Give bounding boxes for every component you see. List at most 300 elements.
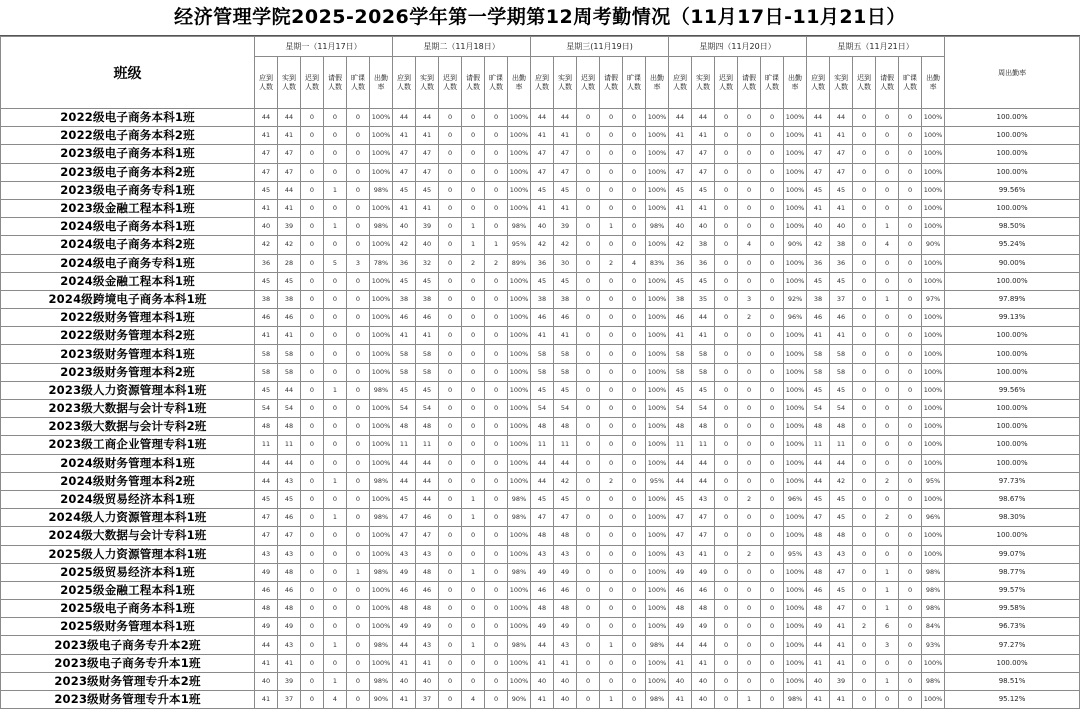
data-cell: 100% xyxy=(508,400,531,418)
data-cell: 100% xyxy=(370,454,393,472)
data-cell: 0 xyxy=(485,472,508,490)
data-cell: 48 xyxy=(554,600,577,618)
data-cell: 0 xyxy=(761,618,784,636)
data-cell: 0 xyxy=(347,581,370,599)
data-cell: 47 xyxy=(669,527,692,545)
data-cell: 41 xyxy=(416,654,439,672)
data-cell: 100% xyxy=(508,163,531,181)
data-cell: 90% xyxy=(922,236,945,254)
data-cell: 100% xyxy=(646,381,669,399)
data-cell: 96% xyxy=(784,309,807,327)
data-cell: 100% xyxy=(508,181,531,199)
data-cell: 0 xyxy=(577,327,600,345)
data-cell: 0 xyxy=(439,218,462,236)
data-cell: 0 xyxy=(439,545,462,563)
data-cell: 0 xyxy=(899,490,922,508)
data-cell: 0 xyxy=(485,527,508,545)
data-cell: 0 xyxy=(301,472,324,490)
data-cell: 100% xyxy=(370,236,393,254)
data-cell: 0 xyxy=(623,309,646,327)
class-name-cell: 2023级电子商务专升本2班 xyxy=(1,636,255,654)
data-cell: 100% xyxy=(922,691,945,709)
data-cell: 0 xyxy=(577,509,600,527)
data-cell: 38 xyxy=(807,290,830,308)
class-name-cell: 2023级财务管理本科2班 xyxy=(1,363,255,381)
data-cell: 0 xyxy=(623,600,646,618)
data-cell: 38 xyxy=(830,236,853,254)
data-cell: 98% xyxy=(370,563,393,581)
data-cell: 89% xyxy=(508,254,531,272)
data-cell: 0 xyxy=(876,527,899,545)
table-row xyxy=(1,400,1080,418)
table-row xyxy=(1,527,1080,545)
data-cell: 0 xyxy=(715,600,738,618)
data-cell: 100% xyxy=(508,363,531,381)
data-cell: 47 xyxy=(393,527,416,545)
data-cell: 45 xyxy=(531,490,554,508)
data-cell: 0 xyxy=(577,545,600,563)
data-cell: 0 xyxy=(324,436,347,454)
data-cell: 39 xyxy=(278,218,301,236)
weekly-rate-cell: 100.00% xyxy=(945,327,1080,345)
data-cell: 48 xyxy=(830,418,853,436)
weekly-rate-cell: 100.00% xyxy=(945,527,1080,545)
data-cell: 100% xyxy=(508,381,531,399)
data-cell: 0 xyxy=(876,272,899,290)
data-cell: 58 xyxy=(255,363,278,381)
data-cell: 0 xyxy=(439,581,462,599)
data-cell: 0 xyxy=(623,654,646,672)
data-cell: 0 xyxy=(301,327,324,345)
data-cell: 0 xyxy=(324,490,347,508)
data-cell: 100% xyxy=(370,127,393,145)
data-cell: 0 xyxy=(301,672,324,690)
data-cell: 0 xyxy=(347,636,370,654)
data-cell: 47 xyxy=(669,163,692,181)
data-cell: 98% xyxy=(370,472,393,490)
data-cell: 47 xyxy=(531,145,554,163)
data-cell: 0 xyxy=(853,436,876,454)
data-cell: 0 xyxy=(462,199,485,217)
data-cell: 100% xyxy=(784,672,807,690)
weekly-rate-cell: 100.00% xyxy=(945,454,1080,472)
data-cell: 45 xyxy=(669,381,692,399)
data-cell: 0 xyxy=(462,127,485,145)
data-cell: 0 xyxy=(600,600,623,618)
table-row xyxy=(1,418,1080,436)
data-cell: 47 xyxy=(830,163,853,181)
data-cell: 0 xyxy=(485,454,508,472)
data-cell: 100% xyxy=(922,254,945,272)
data-cell: 100% xyxy=(508,345,531,363)
data-cell: 44 xyxy=(830,109,853,127)
data-cell: 0 xyxy=(301,363,324,381)
data-cell: 100% xyxy=(922,163,945,181)
day-header: 星期二（11月18日） xyxy=(393,37,531,57)
data-cell: 0 xyxy=(761,600,784,618)
data-cell: 41 xyxy=(278,327,301,345)
data-cell: 100% xyxy=(922,345,945,363)
data-cell: 42 xyxy=(255,236,278,254)
data-cell: 45 xyxy=(554,381,577,399)
data-cell: 58 xyxy=(531,345,554,363)
data-cell: 41 xyxy=(830,618,853,636)
data-cell: 90% xyxy=(370,691,393,709)
data-cell: 0 xyxy=(485,345,508,363)
subcolumn-header: 迟到人数 xyxy=(301,57,324,109)
data-cell: 0 xyxy=(899,381,922,399)
data-cell: 1 xyxy=(462,490,485,508)
data-cell: 0 xyxy=(301,545,324,563)
data-cell: 0 xyxy=(853,381,876,399)
data-cell: 30 xyxy=(554,254,577,272)
data-cell: 0 xyxy=(485,672,508,690)
data-cell: 0 xyxy=(899,309,922,327)
data-cell: 100% xyxy=(646,236,669,254)
data-cell: 40 xyxy=(830,218,853,236)
data-cell: 0 xyxy=(439,636,462,654)
data-cell: 0 xyxy=(577,254,600,272)
data-cell: 0 xyxy=(876,254,899,272)
data-cell: 0 xyxy=(761,672,784,690)
table-row xyxy=(1,254,1080,272)
data-cell: 42 xyxy=(554,472,577,490)
data-cell: 54 xyxy=(416,400,439,418)
data-cell: 40 xyxy=(692,672,715,690)
data-cell: 2 xyxy=(485,254,508,272)
data-cell: 0 xyxy=(462,672,485,690)
data-cell: 0 xyxy=(324,600,347,618)
data-cell: 98% xyxy=(784,691,807,709)
data-cell: 45 xyxy=(531,381,554,399)
data-cell: 100% xyxy=(508,436,531,454)
data-cell: 100% xyxy=(922,545,945,563)
data-cell: 41 xyxy=(669,691,692,709)
data-cell: 100% xyxy=(922,309,945,327)
data-cell: 100% xyxy=(646,145,669,163)
data-cell: 0 xyxy=(715,527,738,545)
data-cell: 98% xyxy=(922,672,945,690)
data-cell: 44 xyxy=(669,636,692,654)
data-cell: 100% xyxy=(370,145,393,163)
data-cell: 0 xyxy=(761,181,784,199)
data-cell: 100% xyxy=(784,345,807,363)
data-cell: 47 xyxy=(554,509,577,527)
data-cell: 0 xyxy=(853,309,876,327)
data-cell: 0 xyxy=(324,163,347,181)
data-cell: 0 xyxy=(899,527,922,545)
data-cell: 0 xyxy=(853,145,876,163)
data-cell: 58 xyxy=(416,345,439,363)
data-cell: 49 xyxy=(531,563,554,581)
data-cell: 2 xyxy=(462,254,485,272)
data-cell: 58 xyxy=(278,363,301,381)
data-cell: 0 xyxy=(577,490,600,508)
data-cell: 41 xyxy=(531,199,554,217)
data-cell: 78% xyxy=(370,254,393,272)
data-cell: 40 xyxy=(393,218,416,236)
data-cell: 0 xyxy=(761,490,784,508)
data-cell: 48 xyxy=(393,600,416,618)
data-cell: 0 xyxy=(462,618,485,636)
data-cell: 43 xyxy=(278,636,301,654)
data-cell: 58 xyxy=(393,363,416,381)
subcolumn-header: 实到人数 xyxy=(554,57,577,109)
data-cell: 0 xyxy=(600,181,623,199)
data-cell: 0 xyxy=(324,290,347,308)
data-cell: 0 xyxy=(485,127,508,145)
data-cell: 0 xyxy=(738,436,761,454)
data-cell: 46 xyxy=(531,309,554,327)
data-cell: 41 xyxy=(278,199,301,217)
data-cell: 0 xyxy=(761,472,784,490)
header-row-days xyxy=(1,37,1080,57)
data-cell: 0 xyxy=(600,199,623,217)
data-cell: 100% xyxy=(646,545,669,563)
data-cell: 0 xyxy=(485,618,508,636)
data-cell: 0 xyxy=(600,527,623,545)
class-name-cell: 2023级电子商务本科1班 xyxy=(1,145,255,163)
data-cell: 0 xyxy=(462,109,485,127)
data-cell: 43 xyxy=(807,545,830,563)
data-cell: 47 xyxy=(554,145,577,163)
data-cell: 49 xyxy=(531,618,554,636)
data-cell: 0 xyxy=(600,418,623,436)
data-cell: 0 xyxy=(876,545,899,563)
data-cell: 41 xyxy=(416,199,439,217)
class-name-cell: 2024级跨境电子商务本科1班 xyxy=(1,290,255,308)
day-header: 星期四（11月20日） xyxy=(669,37,807,57)
class-name-cell: 2024级电子商务本科2班 xyxy=(1,236,255,254)
weekly-rate-cell: 100.00% xyxy=(945,418,1080,436)
data-cell: 0 xyxy=(577,581,600,599)
class-name-cell: 2025级贸易经济本科1班 xyxy=(1,563,255,581)
data-cell: 36 xyxy=(692,254,715,272)
weekly-rate-cell: 98.30% xyxy=(945,509,1080,527)
weekly-rate-cell: 97.27% xyxy=(945,636,1080,654)
data-cell: 0 xyxy=(715,490,738,508)
data-cell: 1 xyxy=(324,672,347,690)
data-cell: 41 xyxy=(531,654,554,672)
data-cell: 46 xyxy=(531,581,554,599)
data-cell: 47 xyxy=(692,145,715,163)
data-cell: 0 xyxy=(324,563,347,581)
subcolumn-header: 请假人数 xyxy=(462,57,485,109)
data-cell: 1 xyxy=(738,691,761,709)
data-cell: 100% xyxy=(646,290,669,308)
table-row xyxy=(1,454,1080,472)
data-cell: 0 xyxy=(301,218,324,236)
data-cell: 0 xyxy=(347,436,370,454)
data-cell: 45 xyxy=(416,381,439,399)
data-cell: 0 xyxy=(324,400,347,418)
data-cell: 100% xyxy=(922,127,945,145)
data-cell: 0 xyxy=(853,581,876,599)
subcolumn-header: 请假人数 xyxy=(876,57,899,109)
class-name-cell: 2023级财务管理专升本1班 xyxy=(1,691,255,709)
data-cell: 0 xyxy=(439,618,462,636)
data-cell: 0 xyxy=(876,400,899,418)
data-cell: 41 xyxy=(531,327,554,345)
data-cell: 1 xyxy=(600,218,623,236)
data-cell: 0 xyxy=(738,363,761,381)
data-cell: 0 xyxy=(853,363,876,381)
subcolumn-header: 旷课人数 xyxy=(623,57,646,109)
data-cell: 0 xyxy=(853,327,876,345)
data-cell: 58 xyxy=(531,363,554,381)
data-cell: 0 xyxy=(439,472,462,490)
data-cell: 58 xyxy=(807,363,830,381)
data-cell: 0 xyxy=(761,272,784,290)
data-cell: 0 xyxy=(715,272,738,290)
data-cell: 0 xyxy=(439,127,462,145)
data-cell: 0 xyxy=(738,109,761,127)
data-cell: 1 xyxy=(324,381,347,399)
data-cell: 58 xyxy=(692,345,715,363)
data-cell: 100% xyxy=(508,581,531,599)
data-cell: 41 xyxy=(669,127,692,145)
data-cell: 100% xyxy=(784,272,807,290)
data-cell: 47 xyxy=(830,563,853,581)
subcolumn-header: 请假人数 xyxy=(600,57,623,109)
table-row xyxy=(1,545,1080,563)
data-cell: 44 xyxy=(278,454,301,472)
data-cell: 5 xyxy=(324,254,347,272)
data-cell: 0 xyxy=(462,581,485,599)
data-cell: 0 xyxy=(600,363,623,381)
data-cell: 0 xyxy=(899,345,922,363)
data-cell: 11 xyxy=(393,436,416,454)
data-cell: 0 xyxy=(623,490,646,508)
data-cell: 28 xyxy=(278,254,301,272)
data-cell: 41 xyxy=(692,545,715,563)
data-cell: 1 xyxy=(876,600,899,618)
class-name-cell: 2025级人力资源管理本科1班 xyxy=(1,545,255,563)
data-cell: 0 xyxy=(853,654,876,672)
data-cell: 0 xyxy=(577,345,600,363)
data-cell: 0 xyxy=(761,418,784,436)
data-cell: 0 xyxy=(761,127,784,145)
data-cell: 0 xyxy=(853,290,876,308)
data-cell: 100% xyxy=(646,345,669,363)
data-cell: 98% xyxy=(370,636,393,654)
data-cell: 0 xyxy=(853,163,876,181)
data-cell: 45 xyxy=(554,181,577,199)
data-cell: 0 xyxy=(899,436,922,454)
data-cell: 36 xyxy=(830,254,853,272)
data-cell: 0 xyxy=(347,145,370,163)
weekly-rate-cell: 98.50% xyxy=(945,218,1080,236)
data-cell: 0 xyxy=(738,654,761,672)
data-cell: 48 xyxy=(554,527,577,545)
data-cell: 44 xyxy=(807,472,830,490)
data-cell: 0 xyxy=(324,272,347,290)
subcolumn-header: 旷课人数 xyxy=(485,57,508,109)
data-cell: 100% xyxy=(370,581,393,599)
data-cell: 100% xyxy=(646,618,669,636)
data-cell: 2 xyxy=(600,254,623,272)
data-cell: 58 xyxy=(692,363,715,381)
data-cell: 98% xyxy=(370,381,393,399)
sheet-title: 经济管理学院2025-2026学年第一学期第12周考勤情况（11月17日-11月21日） xyxy=(0,0,1080,36)
data-cell: 0 xyxy=(600,236,623,254)
data-cell: 45 xyxy=(255,272,278,290)
data-cell: 0 xyxy=(600,127,623,145)
data-cell: 0 xyxy=(301,181,324,199)
data-cell: 0 xyxy=(347,400,370,418)
data-cell: 0 xyxy=(623,509,646,527)
data-cell: 0 xyxy=(324,545,347,563)
data-cell: 49 xyxy=(393,618,416,636)
data-cell: 0 xyxy=(853,199,876,217)
data-cell: 0 xyxy=(623,181,646,199)
data-cell: 0 xyxy=(485,581,508,599)
data-cell: 45 xyxy=(830,181,853,199)
data-cell: 38 xyxy=(393,290,416,308)
data-cell: 41 xyxy=(255,199,278,217)
data-cell: 0 xyxy=(347,345,370,363)
data-cell: 100% xyxy=(784,454,807,472)
data-cell: 100% xyxy=(784,363,807,381)
class-name-cell: 2024级财务管理本科2班 xyxy=(1,472,255,490)
data-cell: 0 xyxy=(462,363,485,381)
data-cell: 0 xyxy=(876,381,899,399)
data-cell: 11 xyxy=(278,436,301,454)
data-cell: 0 xyxy=(876,691,899,709)
data-cell: 0 xyxy=(485,636,508,654)
weekly-rate-cell: 100.00% xyxy=(945,163,1080,181)
data-cell: 1 xyxy=(324,181,347,199)
data-cell: 39 xyxy=(554,218,577,236)
data-cell: 100% xyxy=(370,109,393,127)
data-cell: 100% xyxy=(922,654,945,672)
data-cell: 0 xyxy=(623,400,646,418)
data-cell: 36 xyxy=(531,254,554,272)
data-cell: 41 xyxy=(692,654,715,672)
data-cell: 0 xyxy=(439,600,462,618)
data-cell: 0 xyxy=(439,163,462,181)
data-cell: 0 xyxy=(347,691,370,709)
data-cell: 46 xyxy=(830,309,853,327)
subcolumn-header: 旷课人数 xyxy=(899,57,922,109)
data-cell: 45 xyxy=(692,381,715,399)
data-cell: 44 xyxy=(669,454,692,472)
table-row xyxy=(1,218,1080,236)
weekly-rate-cell: 99.56% xyxy=(945,181,1080,199)
class-name-cell: 2022级电子商务本科2班 xyxy=(1,127,255,145)
subcolumn-header: 应到人数 xyxy=(669,57,692,109)
data-cell: 0 xyxy=(876,363,899,381)
data-cell: 0 xyxy=(623,163,646,181)
data-cell: 0 xyxy=(715,345,738,363)
data-cell: 44 xyxy=(416,490,439,508)
data-cell: 100% xyxy=(784,581,807,599)
data-cell: 0 xyxy=(462,181,485,199)
data-cell: 98% xyxy=(370,181,393,199)
subcolumn-header: 旷课人数 xyxy=(761,57,784,109)
data-cell: 11 xyxy=(531,436,554,454)
data-cell: 100% xyxy=(784,418,807,436)
class-name-cell: 2024级电子商务专科1班 xyxy=(1,254,255,272)
data-cell: 45 xyxy=(255,181,278,199)
subcolumn-header: 请假人数 xyxy=(738,57,761,109)
data-cell: 1 xyxy=(324,509,347,527)
data-cell: 100% xyxy=(784,400,807,418)
table-row xyxy=(1,472,1080,490)
data-cell: 4 xyxy=(324,691,347,709)
data-cell: 0 xyxy=(738,199,761,217)
data-cell: 0 xyxy=(876,345,899,363)
